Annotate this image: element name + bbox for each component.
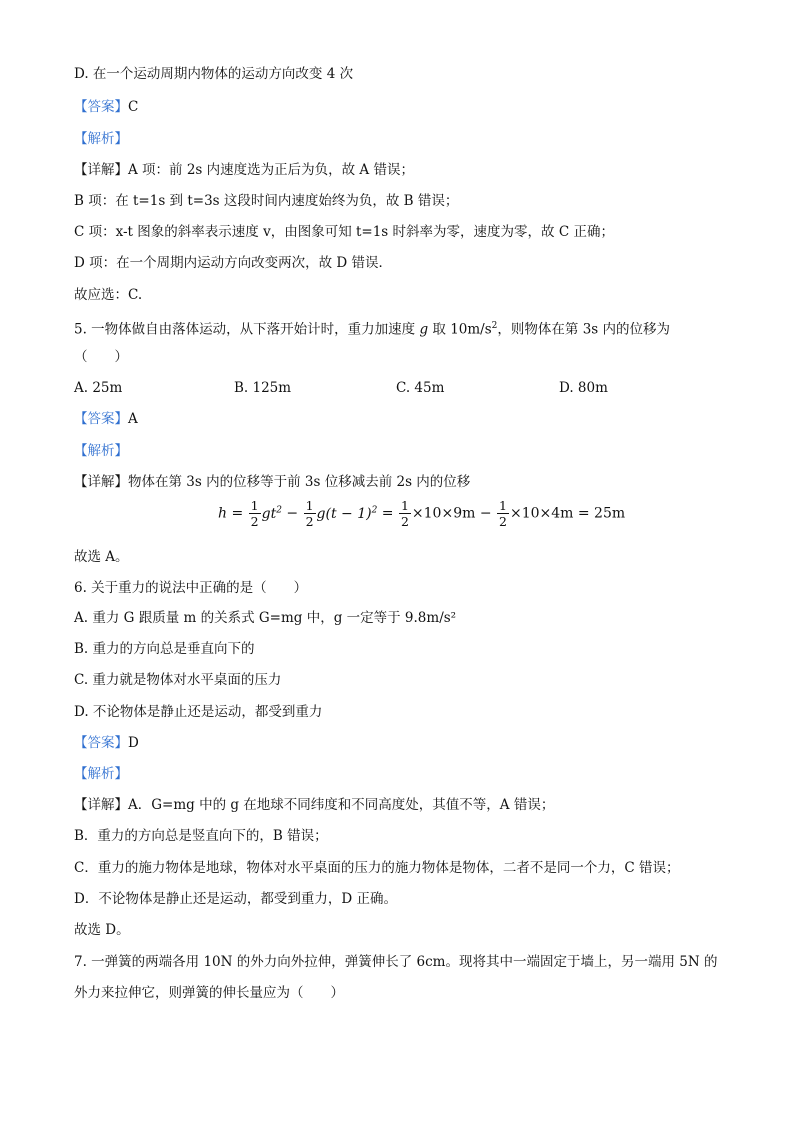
- q6-detail-c: C．重力的施力物体是地球，物体对水平桌面的压力的施力物体是物体，二者不是同一个力，C 错误；: [74, 860, 680, 876]
- q6-detail-b: B．重力的方向总是竖直向下的，B 错误；: [74, 828, 328, 844]
- eq-mid-2: ×10×4m = 25m: [509, 505, 626, 522]
- q4-answer: [74, 97, 138, 117]
- q5-option-a: A. 25m: [74, 380, 123, 396]
- detail-text: A．G=mg 中的 g 在地球不同纬度和不同高度处，其值不等，A 错误；: [128, 797, 555, 813]
- answer-value: D: [128, 735, 139, 751]
- q5-answer: [74, 409, 138, 429]
- q6-analysis-tag: 【解析】: [74, 766, 128, 782]
- q6-stem: 6. 关于重力的说法中正确的是（ ）: [74, 580, 308, 596]
- frac-num: 1: [400, 498, 409, 513]
- frac-num: 1: [305, 498, 314, 513]
- q5-stem-sup: 2: [491, 321, 498, 331]
- q6-answer: [74, 733, 139, 753]
- q4-detail-a: [74, 160, 414, 180]
- eq-equals: =: [377, 505, 398, 522]
- q4-detail-d: D 项：在一个周期内运动方向改变两次，故 D 错误．: [74, 255, 393, 271]
- q5-paren: （ ）: [74, 349, 128, 365]
- q5-stem-unit: 取 10m/s: [428, 321, 492, 338]
- answer-tag: 【答案】: [74, 411, 128, 427]
- frac-den: 2: [400, 514, 409, 529]
- q6-option-b: B. 重力的方向总是垂直向下的: [74, 641, 255, 657]
- q5-option-c: C. 45m: [396, 380, 445, 396]
- q6-detail-a: [74, 795, 554, 815]
- eq-frac-2: [304, 498, 316, 529]
- frac-den: 2: [305, 514, 314, 529]
- answer-value: A: [128, 411, 138, 427]
- q5-equation: [218, 498, 625, 540]
- detail-tag: 【详解】: [74, 162, 128, 178]
- q4-analysis-tag: 【解析】: [74, 131, 128, 147]
- q6-detail-d: D．不论物体是静止还是运动，都受到重力，D 正确。: [74, 891, 397, 907]
- detail-text: A 项：前 2s 内速度选为正后为负，故 A 错误；: [128, 162, 414, 178]
- q4-conclusion: 故应选：C.: [74, 287, 143, 303]
- q5-analysis-tag: 【解析】: [74, 443, 128, 459]
- detail-text: 物体在第 3s 内的位移等于前 3s 位移减去前 2s 内的位移: [128, 474, 471, 490]
- detail-tag: 【详解】: [74, 797, 128, 813]
- q5-detail: [74, 472, 470, 492]
- frac-num: 1: [250, 498, 259, 513]
- eq-term-1: $gt^2$: [261, 505, 282, 522]
- frac-num: 1: [499, 498, 507, 513]
- q7-stem-line-1: 7. 一弹簧的两端各用 10N 的外力向外拉伸，弹簧伸长了 6cm。现将其中一端固定于墙上，另一端用 5N 的: [74, 954, 718, 970]
- q6-option-d: D. 不论物体是静止还是运动，都受到重力: [74, 704, 323, 720]
- answer-tag: 【答案】: [74, 735, 128, 751]
- q4-detail-c: C 项：x-t 图象的斜率表示速度 v，由图象可知 t=1s 时斜率为零，速度为零，故 C 正确；: [74, 224, 614, 240]
- frac-den: 2: [250, 514, 259, 529]
- detail-tag: 【详解】: [74, 474, 128, 490]
- q6-option-a: A. 重力 G 跟质量 m 的关系式 G=mg 中，g 一定等于 9.8m/s²: [74, 610, 457, 626]
- q6-conclusion: 故选 D。: [74, 922, 130, 938]
- q4-option-d: D. 在一个运动周期内物体的运动方向改变 4 次: [74, 66, 354, 82]
- eq-mid-1: ×10×9m −: [411, 505, 497, 522]
- q7-stem-line-2: 外力来拉伸它，则弹簧的伸长量应为（ ）: [74, 985, 344, 1001]
- eq-minus: −: [281, 505, 303, 522]
- q5-stem-rest: ，则物体在第 3s 内的位移为: [497, 321, 671, 338]
- eq-frac-3: [399, 498, 411, 529]
- eq-frac-4: [497, 498, 509, 529]
- q5-option-d: D. 80m: [559, 380, 608, 396]
- q5-stem-part: 5. 一物体做自由落体运动，从下落开始计时，重力加速度: [74, 321, 420, 338]
- q5-stem-g: g: [419, 321, 429, 338]
- q5-conclusion: 故选 A。: [74, 549, 129, 565]
- q5-stem: [74, 316, 670, 340]
- answer-value: C: [128, 99, 139, 115]
- frac-den: 2: [499, 514, 507, 529]
- q5-option-b: B. 125m: [234, 380, 292, 396]
- q6-option-c: C. 重力就是物体对水平桌面的压力: [74, 672, 282, 688]
- answer-tag: 【答案】: [74, 99, 128, 115]
- eq-term-2: $g(t - 1)^2$: [316, 505, 378, 522]
- eq-frac-1: [249, 498, 261, 529]
- q4-detail-b: B 项：在 t=1s 到 t=3s 这段时间内速度始终为负，故 B 错误；: [74, 193, 459, 209]
- eq-lhs: h =: [218, 505, 244, 522]
